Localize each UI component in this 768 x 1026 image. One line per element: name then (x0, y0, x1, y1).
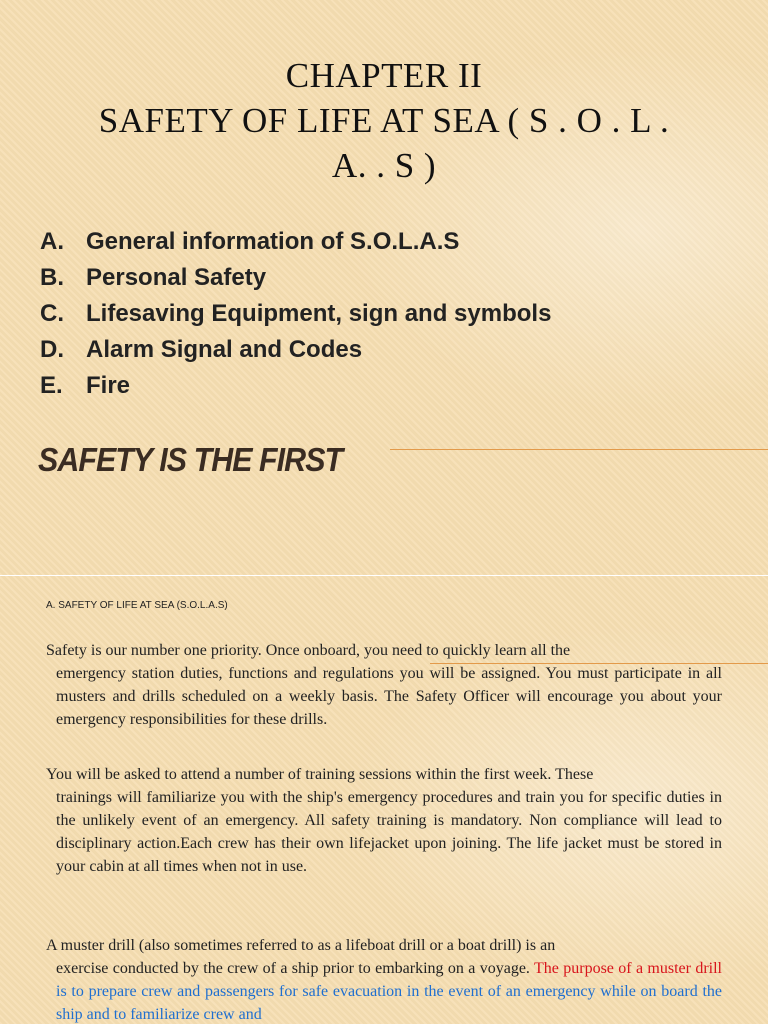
list-text: General information of S.O.L.A.S (86, 228, 460, 255)
list-item (40, 228, 551, 264)
paragraph-first-line: Safety is our number one priority. Once onboard, you need to quickly learn all the (46, 642, 571, 659)
paragraph-3 (46, 934, 722, 1026)
list-letter: C. (40, 300, 64, 327)
highlight-blue-text: is to prepare crew and passengers for safe evacuation in the event of an emergency while on board the ship and to familiarize crew and (56, 983, 722, 1023)
list-text: Personal Safety (86, 264, 267, 291)
paragraph-first-line: You will be asked to attend a number of training sessions within the first week. These (46, 766, 594, 783)
list-letter: A. (40, 228, 64, 255)
list-text: Alarm Signal and Codes (86, 336, 363, 363)
paragraph-body (46, 957, 722, 1026)
list-letter: D. (40, 336, 64, 363)
list-item (40, 336, 551, 372)
paragraph-first-line: A muster drill (also sometimes referred to as a lifeboat drill or a boat drill) is an (46, 937, 556, 954)
topic-list (40, 228, 551, 408)
list-item (40, 300, 551, 336)
paragraph-body: trainings will familiarize you with the ship's emergency procedures and train you for specific duties in the unlikely event of an emergency. All safety training is mandatory. Non compliance will lead to disciplinary action.Each crew has their own lifejacket upon joining. The life jacket must be stored in your cabin at all times when not in use. (56, 789, 722, 875)
tagline: SAFETY IS THE FIRST (38, 441, 343, 478)
paragraph-body: emergency station duties, functions and regulations you will be assigned. You must participate in all musters and drills scheduled on a weekly basis. The Safety Officer will encourage you about your emergency responsibilities for these drills. (56, 665, 722, 728)
list-item (40, 264, 551, 300)
divider-line (390, 449, 768, 450)
slide-title-line-2: SAFETY OF LIFE AT SEA ( S . O . L . (98, 101, 670, 140)
paragraph-1 (46, 639, 722, 731)
list-letter: B. (40, 264, 64, 291)
list-text: Fire (86, 372, 131, 399)
paragraph-text: exercise conducted by the crew of a ship prior to embarking on a voyage. (56, 960, 534, 977)
slide-title-line-3: A. . S ) (331, 146, 437, 185)
chapter-title: CHAPTER II (285, 56, 483, 95)
section-heading: A. SAFETY OF LIFE AT SEA (S.O.L.A.S) (46, 600, 228, 611)
highlight-red-text: The purpose of a muster drill (534, 960, 723, 977)
list-letter: E. (40, 372, 63, 399)
list-text: Lifesaving Equipment, sign and symbols (86, 300, 552, 327)
list-item (40, 372, 551, 408)
paragraph-2 (46, 763, 722, 878)
